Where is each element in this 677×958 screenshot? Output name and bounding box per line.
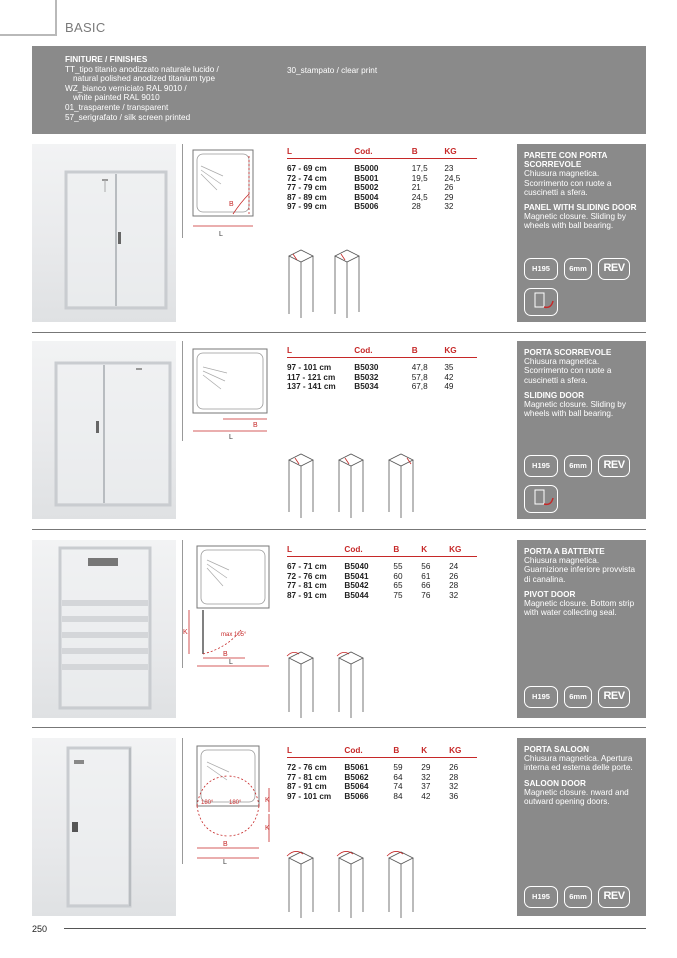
col-header-kg: KG — [444, 346, 457, 355]
plan-label-angle: max 105° — [221, 632, 247, 638]
col-header-b: B — [411, 346, 418, 355]
finishes-panel — [32, 46, 646, 134]
col-header-l: L — [287, 147, 293, 156]
table-row — [287, 782, 477, 792]
cell: 28 — [449, 772, 459, 782]
plan-label-b: B — [223, 651, 228, 658]
col-header-code: Cod. — [354, 346, 373, 355]
cell: 21 — [411, 183, 421, 192]
col-header-k: K — [421, 746, 428, 755]
spec-header — [287, 746, 477, 758]
table-row — [287, 174, 477, 184]
plan-drawing-2 — [182, 341, 272, 441]
info-desc-en: Magnetic closure. Sliding by wheels with ball bearing. — [524, 400, 626, 419]
cell: B5001 — [354, 173, 379, 183]
cell: 23 — [444, 164, 454, 173]
finish-line-print: 30_stampato / clear print — [287, 66, 378, 75]
spec-header — [287, 147, 477, 159]
cell: 64 — [393, 772, 403, 782]
cell: 87 - 89 cm — [287, 192, 327, 202]
section-divider — [32, 727, 646, 728]
cell: B5062 — [344, 772, 369, 782]
cell: 84 — [393, 791, 403, 801]
cell: 67 - 71 cm — [287, 562, 327, 571]
cell: 49 — [444, 382, 454, 391]
table-row — [287, 382, 477, 392]
cell: 74 — [393, 782, 403, 791]
col-header-l: L — [287, 746, 293, 755]
plan-label-k: K — [265, 825, 270, 832]
cell: 72 - 76 cm — [287, 571, 327, 581]
info-desc-it: Chiusura magnetica. Scorrimento con ruote a cuscinetti a sfera. — [524, 169, 612, 197]
iso-drawings-4 — [283, 848, 423, 920]
badge-row — [524, 258, 630, 280]
finish-line: WZ_bianco verniciato RAL 9010 / — [65, 83, 187, 93]
plan-label-l: L — [223, 859, 227, 864]
col-header-l: L — [287, 346, 293, 355]
cell: B5061 — [344, 763, 369, 772]
info-title-it: PORTA A BATTENTE — [524, 547, 605, 556]
cell: B5030 — [354, 363, 379, 372]
cell: 87 - 91 cm — [287, 782, 327, 791]
cell: 36 — [449, 791, 459, 801]
cell: 55 — [393, 562, 403, 571]
table-row — [287, 164, 477, 174]
reversible-badge: REV — [598, 886, 630, 908]
glass-thickness-badge: 6mm — [564, 886, 592, 908]
col-header-l: L — [287, 545, 293, 554]
cell: 65 — [393, 581, 403, 590]
height-badge: H195 — [524, 455, 558, 477]
info-desc-it: Chiusura magnetica. Apertura interna ed esterna delle porte. — [524, 754, 633, 773]
cell: 29 — [444, 192, 454, 202]
finish-line: TT_tipo titanio anodizzato naturale lucido / — [65, 64, 219, 74]
plan-label-b: B — [253, 422, 258, 429]
cell: B5040 — [344, 562, 369, 571]
spec-header — [287, 346, 477, 358]
table-row — [287, 773, 477, 783]
sliding-opening-icon — [524, 288, 558, 316]
col-header-kg: KG — [449, 746, 462, 755]
cell: 28 — [411, 202, 421, 211]
cell: B5034 — [354, 382, 379, 391]
cell: 77 - 81 cm — [287, 772, 327, 782]
cell: 56 — [421, 562, 431, 571]
cell: 24,5 — [444, 173, 461, 183]
reversible-badge: REV — [598, 258, 630, 280]
col-header-b: B — [393, 545, 400, 554]
spec-table-4 — [287, 746, 477, 801]
cell: 35 — [444, 363, 454, 372]
finish-line: white painted RAL 9010 — [73, 93, 160, 103]
sliding-opening-icon — [524, 485, 558, 513]
section-divider — [32, 529, 646, 530]
table-row — [287, 193, 477, 203]
section-divider — [32, 332, 646, 333]
col-header-kg: KG — [444, 147, 457, 156]
plan-label-b: B — [229, 201, 234, 208]
cell: 97 - 101 cm — [287, 363, 332, 372]
cell: 29 — [421, 763, 431, 772]
col-header-b: B — [393, 746, 400, 755]
info-desc-it: Chiusura magnetica. Scorrimento con ruote a cuscinetti a sfera. — [524, 357, 612, 385]
product-photo-sliding-door — [32, 341, 176, 519]
table-row — [287, 373, 477, 383]
plan-drawing-4 — [182, 738, 282, 864]
col-header-code: Cod. — [344, 746, 363, 755]
glass-thickness-badge: 6mm — [564, 455, 592, 477]
cell: B5066 — [344, 791, 369, 801]
product-photo-pivot-door — [32, 540, 176, 718]
page-number: 250 — [32, 924, 48, 934]
info-panel-3 — [517, 540, 646, 718]
spec-table-1 — [287, 147, 477, 212]
col-header-k: K — [421, 545, 428, 554]
col-header-kg: KG — [449, 545, 462, 554]
plan-label-l: L — [229, 434, 233, 441]
height-badge: H195 — [524, 886, 558, 908]
spec-table-2 — [287, 346, 477, 392]
cell: 17,5 — [411, 164, 428, 173]
info-title-it: PARETE CON PORTA SCORREVOLE — [524, 151, 608, 170]
cell: 66 — [421, 581, 431, 590]
cell: 28 — [449, 581, 459, 590]
cell: 87 - 91 cm — [287, 590, 327, 600]
table-row — [287, 581, 477, 591]
iso-drawings-1 — [283, 246, 373, 318]
plan-label-b: B — [223, 841, 228, 848]
cell: B5004 — [354, 192, 379, 202]
cell: 77 - 81 cm — [287, 581, 327, 590]
cell: 72 - 76 cm — [287, 763, 327, 772]
plan-label-angle-right: 180° — [229, 800, 242, 806]
finish-line: 57_serigrafato / silk screen printed — [65, 112, 191, 122]
cell: 76 — [421, 590, 431, 600]
page-title: BASIC — [65, 20, 106, 35]
cell: 97 - 99 cm — [287, 202, 327, 211]
finishes-title: FINITURE / FINISHES — [65, 55, 148, 64]
info-panel-1 — [517, 144, 646, 322]
cell: 97 - 101 cm — [287, 791, 332, 801]
info-title-en: SALOON DOOR — [524, 778, 586, 788]
cell: 26 — [449, 763, 459, 772]
cell: 60 — [393, 571, 403, 581]
cell: B5006 — [354, 202, 379, 211]
cell: B5032 — [354, 372, 379, 382]
cell: B5041 — [344, 571, 369, 581]
info-title-it: PORTA SCORREVOLE — [524, 348, 612, 357]
info-desc-it: Chiusura magnetica. Guarnizione inferiore provvista di canalina. — [524, 556, 636, 584]
corner-mark-vertical — [55, 0, 57, 36]
cell: 61 — [421, 571, 431, 581]
col-header-b: B — [411, 147, 418, 156]
cell: 42 — [421, 791, 431, 801]
col-header-code: Cod. — [344, 545, 363, 554]
info-desc-en: Magnetic closure. Bottom strip with water collecting seal. — [524, 599, 635, 618]
shower-photo-illustration — [32, 341, 176, 519]
cell: 117 - 121 cm — [287, 372, 336, 382]
plan-label-k: K — [265, 797, 270, 804]
cell: 24 — [449, 562, 459, 571]
reversible-badge: REV — [598, 455, 630, 477]
cell: B5064 — [344, 782, 369, 791]
plan-label-k: K — [183, 629, 188, 636]
info-panel-2 — [517, 341, 646, 519]
cell: 26 — [449, 571, 459, 581]
shower-photo-illustration — [32, 540, 176, 718]
cell: 47,8 — [411, 363, 428, 372]
finish-line: 01_trasparente / transparent — [65, 102, 169, 112]
plan-label-l: L — [219, 231, 223, 238]
table-row — [287, 591, 477, 601]
cell: 32 — [449, 590, 459, 600]
info-title-en: SLIDING DOOR — [524, 390, 585, 400]
corner-mark-horizontal — [0, 34, 57, 36]
table-row — [287, 572, 477, 582]
badge-row — [524, 886, 630, 908]
finish-line: natural polished anodized titanium type — [73, 74, 216, 84]
cell: 57,8 — [411, 372, 428, 382]
table-row — [287, 202, 477, 212]
footer-rule — [64, 928, 646, 929]
iso-drawings-3 — [283, 648, 373, 720]
col-header-code: Cod. — [354, 147, 373, 156]
spec-header — [287, 545, 477, 557]
cell: 67 - 69 cm — [287, 164, 327, 173]
info-desc-en: Magnetic closure. Sliding by wheels with ball bearing. — [524, 212, 626, 231]
cell: 32 — [421, 772, 431, 782]
spec-table-3 — [287, 545, 477, 600]
info-title-en: PIVOT DOOR — [524, 589, 576, 599]
cell: 42 — [444, 372, 454, 382]
cell: B5042 — [344, 581, 369, 590]
table-row — [287, 792, 477, 802]
info-title-en: PANEL WITH SLIDING DOOR — [524, 203, 637, 213]
plan-label-l: L — [229, 659, 233, 666]
product-photo-panel-sliding-door — [32, 144, 176, 322]
table-row — [287, 763, 477, 773]
cell: 137 - 141 cm — [287, 382, 336, 391]
height-badge: H195 — [524, 686, 558, 708]
height-badge: H195 — [524, 258, 558, 280]
info-desc-en: Magnetic closure. nward and outward opening doors. — [524, 787, 629, 807]
table-row — [287, 562, 477, 572]
cell: 37 — [421, 782, 431, 791]
shower-photo-illustration — [32, 738, 176, 916]
cell: 75 — [393, 590, 403, 600]
table-row — [287, 183, 477, 193]
cell: B5044 — [344, 590, 369, 600]
plan-drawing-3 — [182, 540, 272, 668]
iso-drawings-2 — [283, 450, 423, 518]
cell: B5002 — [354, 183, 379, 192]
info-title-it: PORTA SALOON — [524, 745, 590, 754]
cell: 59 — [393, 763, 403, 772]
glass-thickness-badge: 6mm — [564, 258, 592, 280]
badge-row — [524, 686, 630, 708]
plan-label-angle-left: 180° — [201, 800, 214, 806]
cell: 26 — [444, 183, 454, 192]
cell: 24,5 — [411, 192, 428, 202]
cell: 77 - 79 cm — [287, 183, 327, 192]
product-photo-saloon-door — [32, 738, 176, 916]
cell: 32 — [449, 782, 459, 791]
reversible-badge: REV — [598, 686, 630, 708]
info-panel-4 — [517, 738, 646, 916]
cell: 32 — [444, 202, 454, 211]
glass-thickness-badge: 6mm — [564, 686, 592, 708]
plan-drawing-1 — [182, 144, 272, 238]
badge-row — [524, 455, 630, 477]
cell: 19,5 — [411, 173, 428, 183]
table-row — [287, 363, 477, 373]
cell: 67,8 — [411, 382, 428, 391]
cell: 72 - 74 cm — [287, 173, 327, 183]
shower-photo-illustration — [32, 144, 176, 322]
cell: B5000 — [354, 164, 379, 173]
